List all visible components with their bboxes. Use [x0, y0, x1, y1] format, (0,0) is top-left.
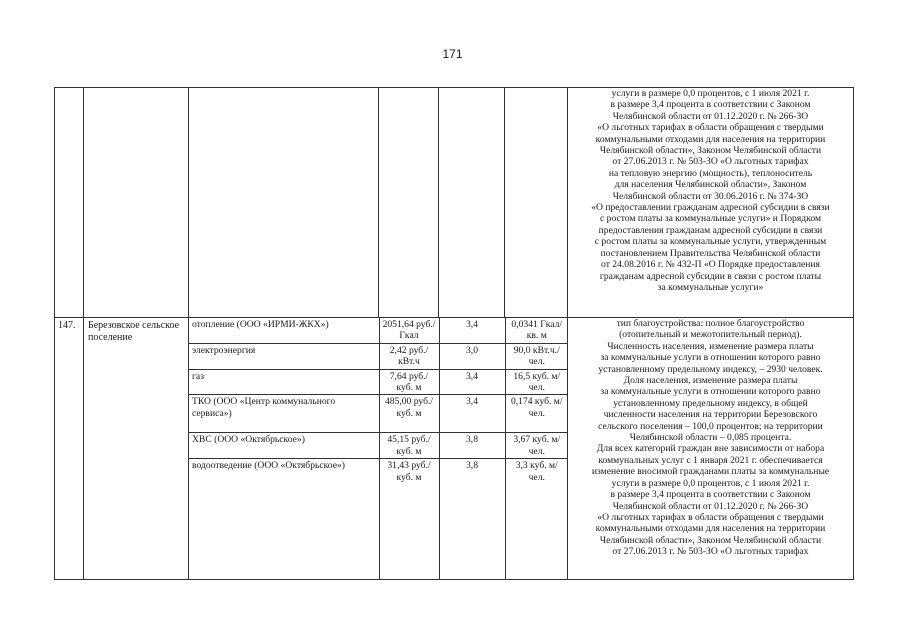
note-line: в размере 3,4 процента в соответствии с Законом [610, 489, 811, 501]
note-line: для населения Челябинской области», Законом [614, 179, 807, 191]
service-volume: 0,0341 Гкал/кв. м [505, 318, 568, 343]
empty-cell [55, 88, 84, 318]
service-tariff: 485,00 руб./куб. м [379, 395, 439, 433]
note-line: в размере 3,4 процента в соответствии с Законом [610, 99, 811, 111]
empty-cell [189, 88, 379, 318]
entry-row [55, 318, 854, 580]
service-row [189, 343, 568, 369]
note-line: услуги в размере 0,0 процентов, с 1 июля 2021 г. [611, 88, 810, 99]
note-line: (отопительный и межотопительный период). [619, 329, 802, 341]
note-line: сельского поселения – 100,0 процентов; на территории [598, 420, 823, 432]
note-line: Доля населения, изменение размера платы [623, 375, 798, 387]
note-line: Численность населения, изменение размера платы [607, 340, 814, 352]
service-name: газ [189, 369, 379, 395]
service-name: отопление (ООО «ИРМИ-ЖКХ») [189, 318, 379, 343]
entry-note [568, 318, 854, 580]
service-volume: 3,3 куб. м/чел. [505, 459, 568, 579]
note-line: предоставления гражданам адресной субсидии в связи [598, 224, 823, 236]
note-line: «О предоставлении гражданам адресной субсидии в связи [591, 202, 830, 214]
service-tariff: 2,42 руб./кВт.ч [379, 343, 439, 369]
continuation-note [568, 88, 854, 318]
note-line: установленному предельному индексу, – 2930 человек. [598, 363, 823, 375]
service-index: 3,8 [439, 433, 505, 459]
note-line: постановлением Правительства Челябинской области [600, 247, 821, 259]
empty-cell [439, 88, 505, 318]
service-volume: 0,174 куб. м/чел. [505, 395, 568, 433]
service-row [189, 369, 568, 395]
note-line: тип благоустройства: полное благоустройство [616, 318, 805, 329]
note-line: на тепловую энергию (мощность), теплоноситель [608, 167, 813, 179]
note-line: Для всех категорий граждан вне зависимости от набора [596, 443, 825, 455]
service-tariff: 45,15 руб./куб. м [379, 433, 439, 459]
service-volume: 90,0 кВт.ч./чел. [505, 343, 568, 369]
service-name: водоотведение (ООО «Октябрьское») [189, 459, 379, 579]
entry-number: 147. [55, 318, 84, 580]
note-line: с ростом платы за коммунальные услуги, утвержденным [594, 236, 827, 248]
note-line: коммунальными отходами для населения на территории [595, 523, 826, 535]
service-volume: 16,5 куб. м/чел. [505, 369, 568, 395]
tariff-table [54, 87, 854, 580]
service-tariff: 31,43 руб./куб. м [379, 459, 439, 579]
note-line: установленному предельному индексу, в общей [613, 397, 808, 409]
note-line: коммунальных услуг с 1 января 2021 г. обеспечивается [598, 454, 823, 466]
note-line: Челябинской области», Законом Челябинской области [599, 145, 822, 157]
note-line: за коммунальные услуги» [657, 281, 764, 293]
note-line: за коммунальные услуги в отношении которого равно [600, 352, 821, 364]
note-line: Челябинской области от 30.06.2016 г. № 374-ЗО [612, 190, 809, 202]
note-line: Челябинской области от 01.12.2020 г. № 266-ЗО [612, 500, 809, 512]
note-line: гражданам адресной субсидии в связи с ростом платы [599, 270, 822, 282]
service-row [189, 433, 568, 459]
note-line: от 27.06.2013 г. № 503-ЗО «О льготных тарифах [612, 156, 809, 168]
empty-cell [379, 88, 439, 318]
service-index: 3,0 [439, 343, 505, 369]
note-line: численности населения на территории Березовского [603, 409, 818, 421]
service-index: 3,8 [439, 459, 505, 579]
note-line: Челябинской области», Законом Челябинской области [599, 534, 822, 546]
service-tariff: 2051,64 руб./Гкал [379, 318, 439, 343]
municipality-name: Березовское сельское поселение [84, 318, 189, 580]
service-tariff: 7,64 руб./куб. м [379, 369, 439, 395]
services-table [189, 318, 568, 579]
service-index: 3,4 [439, 369, 505, 395]
service-name: ХВС (ООО «Октябрьское») [189, 433, 379, 459]
note-line: Челябинской области – 0,085 процента. [629, 432, 792, 444]
note-line: от 24.08.2016 г. № 432-П «О Порядке предоставления [601, 259, 820, 271]
service-name: ТКО (ООО «Центр коммунального сервиса») [189, 395, 379, 433]
note-line: услуги в размере 0,0 процентов, с 1 июля 2021 г. [611, 477, 810, 489]
services-cell [189, 318, 568, 580]
service-row [189, 318, 568, 343]
note-line: изменение вносимой гражданами платы за коммунальные [591, 466, 830, 478]
service-row [189, 395, 568, 433]
continuation-row [55, 88, 854, 318]
note-line: «О льготных тарифах в области обращения с твердыми [597, 511, 824, 523]
note-line: «О льготных тарифах в области обращения с твердыми [597, 122, 824, 134]
note-line: Челябинской области от 01.12.2020 г. № 266-ЗО [612, 110, 809, 122]
empty-cell [84, 88, 189, 318]
empty-cell [505, 88, 568, 318]
service-index: 3,4 [439, 318, 505, 343]
note-line: от 27.06.2013 г. № 503-ЗО «О льготных тарифах [612, 546, 809, 558]
note-line: с ростом платы за коммунальные услуги» и Порядком [599, 213, 822, 225]
page-number: 171 [442, 47, 463, 61]
service-index: 3,4 [439, 395, 505, 433]
note-line: за коммунальные услуги в отношении которого равно [600, 386, 821, 398]
service-row [189, 459, 568, 579]
service-name: электроэнергия [189, 343, 379, 369]
service-volume: 3,67 куб. м/чел. [505, 433, 568, 459]
note-line: коммунальными отходами для населения на территории [595, 133, 826, 145]
